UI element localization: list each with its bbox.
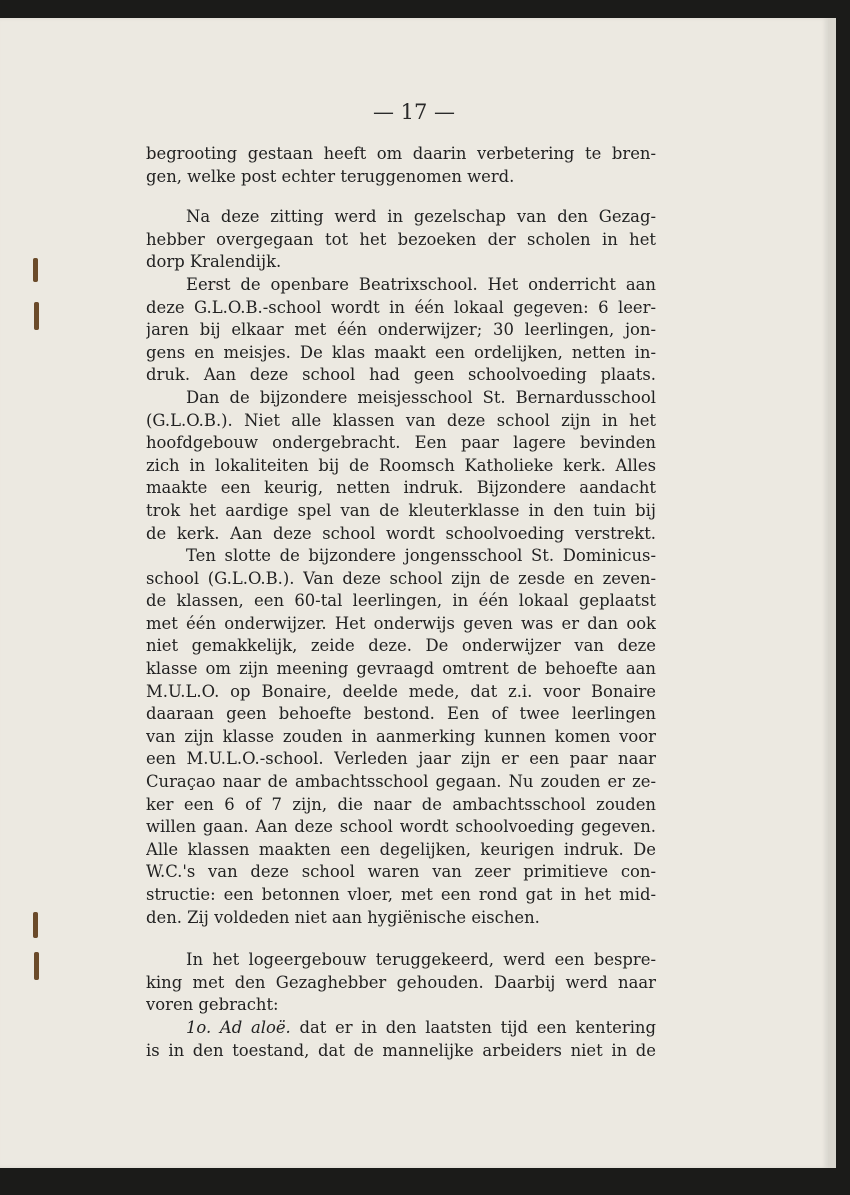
- text-line: begrooting gestaan heeft om daarin verbetering te bren-: [146, 144, 656, 163]
- text-line: Dan de bijzondere meisjesschool St. Bernardusschool: [186, 387, 656, 407]
- text-line: gens en meisjes. De klas maakt een ordelijken, netten in-: [146, 342, 656, 362]
- binding-mark: [33, 912, 38, 938]
- text-line: voren gebracht:: [146, 995, 279, 1015]
- page-edge: [828, 18, 836, 1168]
- text-line: king met den Gezaghebber gehouden. Daarbij werd naar: [146, 972, 656, 992]
- paragraph: [146, 545, 656, 929]
- text-line: is in den toestand, dat de mannelijke arbeiders niet in de: [146, 1040, 656, 1060]
- text-line: Curaçao naar de ambachtsschool gegaan. Nu zouden er ze-: [146, 772, 656, 792]
- text-line: daaraan geen behoefte bestond. Een of twee leerlingen: [146, 704, 656, 724]
- text-line: hebber overgegaan tot het bezoeken der scholen in het: [146, 229, 656, 249]
- text-line: met één onderwijzer. Het onderwijs geven was er dan ook: [146, 613, 656, 633]
- text-line: de klassen, een 60-tal leerlingen, in één lokaal geplaatst: [146, 591, 656, 611]
- paragraph: [146, 1017, 656, 1062]
- text-line: structie: een betonnen vloer, met een rond gat in het mid-: [146, 885, 656, 904]
- text-line: den. Zij voldeden niet aan hygiënische eischen.: [146, 907, 540, 927]
- text-line: Na deze zitting werd in gezelschap van den Gezag-: [186, 207, 656, 227]
- text-line: jaren bij elkaar met één onderwijzer; 30 leerlingen, jon-: [146, 320, 656, 340]
- binding-mark: [34, 302, 39, 330]
- text-line: gen, welke post echter teruggenomen werd.: [146, 166, 515, 186]
- text-line: zich in lokaliteiten bij de Roomsch Katholieke kerk. Alles: [146, 455, 656, 475]
- paragraph: [146, 949, 656, 1017]
- text-line: M.U.L.O. op Bonaire, deelde mede, dat z.i. voor Bonaire: [146, 681, 656, 701]
- text-line: Eerst de openbare Beatrixschool. Het onderricht aan: [186, 274, 656, 294]
- text-line: willen gaan. Aan deze school wordt schoolvoeding gegeven.: [146, 817, 656, 837]
- text-line: hoofdgebouw ondergebracht. Een paar lagere bevinden: [146, 433, 656, 453]
- item-text: dat er in den laatsten tijd een kentering: [299, 1017, 656, 1037]
- text-line: een M.U.L.O.-school. Verleden jaar zijn er een paar naar: [146, 749, 656, 769]
- text-line: trok het aardige spel van de kleuterklasse in den tuin bij: [146, 500, 656, 520]
- text-line: deze G.L.O.B.-school wordt in één lokaal gegeven: 6 leer-: [146, 297, 656, 317]
- paragraph: [146, 387, 656, 545]
- text-line: Ten slotte de bijzondere jongensschool St. Dominicus-: [186, 546, 656, 566]
- text-line: klasse om zijn meening gevraagd omtrent de behoefte aan: [146, 659, 656, 679]
- text-line: ker een 6 of 7 zijn, die naar de ambachtsschool zouden: [146, 794, 656, 814]
- text-line: W.C.'s van deze school waren van zeer primitieve con-: [146, 862, 656, 882]
- text-line: (G.L.O.B.). Niet alle klassen van deze school zijn in het: [146, 410, 656, 430]
- paragraph: [146, 274, 656, 387]
- binding-mark: [33, 258, 38, 282]
- page-number: — 17 —: [372, 100, 456, 124]
- text-line: In het logeergebouw teruggekeerd, werd een bespre-: [186, 950, 656, 970]
- text-line: school (G.L.O.B.). Van deze school zijn de zesde en zeven-: [146, 568, 656, 588]
- text-line: de kerk. Aan deze school wordt schoolvoeding verstrekt.: [146, 523, 656, 543]
- text-line: dorp Kralendijk.: [146, 252, 282, 272]
- binding-mark: [34, 952, 39, 980]
- text-line: Alle klassen maakten een degelijken, keurigen indruk. De: [146, 839, 656, 859]
- text-line: druk. Aan deze school had geen schoolvoeding plaats.: [146, 365, 656, 385]
- body-text: [146, 143, 656, 1062]
- text-line: van zijn klasse zouden in aanmerking kunnen komen voor: [146, 726, 656, 746]
- item-label: 1o. Ad aloë.: [186, 1017, 291, 1037]
- paragraph: [146, 143, 656, 188]
- text-line: niet gemakkelijk, zeide deze. De onderwijzer van deze: [146, 636, 656, 656]
- paragraph: [146, 206, 656, 274]
- text-line: maakte een keurig, netten indruk. Bijzondere aandacht: [146, 478, 656, 498]
- text-line: [146, 1017, 656, 1040]
